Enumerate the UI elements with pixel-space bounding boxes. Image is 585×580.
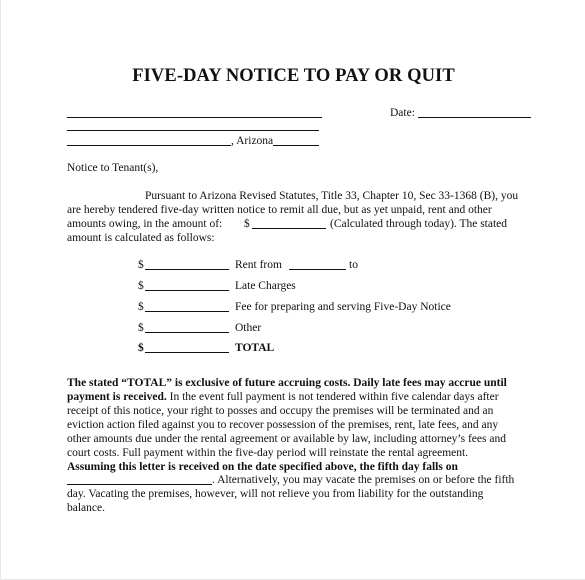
intro-line-1: Pursuant to Arizona Revised Statutes, Title 33, Chapter 10, Sec 33-1368 (B), you — [145, 190, 519, 202]
terms-line-6: court costs. Full payment within the five-day period will reinstate the rental agreement. — [67, 447, 469, 459]
late-charges-field[interactable] — [145, 290, 229, 291]
terms-line-4: eviction action filed against you to recover possession of the premises, rent, late fees, and any — [67, 419, 499, 431]
charge-dollar: $ — [138, 280, 144, 292]
charge-label: Late Charges — [235, 280, 296, 292]
terms-line-1: The stated “TOTAL” is exclusive of future accruing costs. Daily late fees may accrue until — [67, 377, 507, 389]
state-label: , Arizona — [231, 135, 274, 147]
charge-label: Fee for preparing and serving Five-Day Notice — [235, 301, 451, 313]
charge-dollar: $ — [138, 342, 144, 354]
intro-dollar: $ — [244, 218, 250, 230]
charge-dollar: $ — [138, 322, 144, 334]
charge-label: TOTAL — [235, 342, 275, 354]
terms-line-2 — [67, 390, 499, 404]
charge-row-fee — [138, 300, 478, 314]
terms-line-3: receipt of this notice, your right to posses and occupy the premises will be terminated and an — [67, 405, 494, 417]
salutation: Notice to Tenant(s), — [67, 162, 159, 174]
notice-fee-field[interactable] — [145, 311, 229, 312]
charge-row-late — [138, 279, 438, 293]
landlord-name-line[interactable] — [67, 117, 322, 118]
intro-line-3b: (Calculated through today). The stated — [330, 218, 508, 230]
intro-line-2: are hereby tendered five-day written notice to remit all due, but as yet unpaid, rent and other — [67, 204, 492, 216]
address-line-1[interactable] — [67, 130, 319, 131]
terms-line-5: other amounts due under the rental agreement or available by law, including attorney’s fees and — [67, 433, 506, 445]
zip-field[interactable] — [273, 145, 319, 146]
terms-line-7: Assuming this letter is received on the date specified above, the fifth day falls on — [67, 461, 458, 473]
charge-row-rent — [138, 258, 438, 272]
charge-row-total — [138, 341, 438, 355]
date-field[interactable] — [418, 117, 531, 118]
terms-text: In the event full payment is not tendered within five calendar days after — [166, 391, 499, 403]
fifth-day-date-field[interactable] — [67, 484, 212, 485]
other-charges-field[interactable] — [145, 332, 229, 333]
city-field[interactable] — [67, 145, 231, 146]
intro-line-3a: amounts owing, in the amount of: — [67, 218, 223, 230]
terms-line-10: balance. — [67, 502, 105, 514]
total-field[interactable] — [145, 352, 229, 353]
charge-label: Other — [235, 322, 262, 334]
rent-from-field[interactable] — [289, 269, 346, 270]
terms-bold: payment is received. — [67, 391, 167, 403]
document-title: FIVE-DAY NOTICE TO PAY OR QUIT — [132, 66, 455, 86]
charge-row-other — [138, 321, 438, 335]
date-label: Date: — [390, 107, 415, 119]
amount-owing-field[interactable] — [252, 228, 326, 229]
terms-line-8: . Alternatively, you may vacate the premises on or before the fifth — [212, 474, 515, 486]
charge-dollar: $ — [138, 259, 144, 271]
charge-dollar: $ — [138, 301, 144, 313]
terms-line-9: day. Vacating the premises, however, will not relieve you from liability for the outstanding — [67, 488, 484, 500]
rent-amount-field[interactable] — [145, 269, 229, 270]
charge-to-label: to — [349, 259, 358, 271]
charge-label: Rent from — [235, 259, 282, 271]
intro-line-4: amount is calculated as follows: — [67, 232, 215, 244]
